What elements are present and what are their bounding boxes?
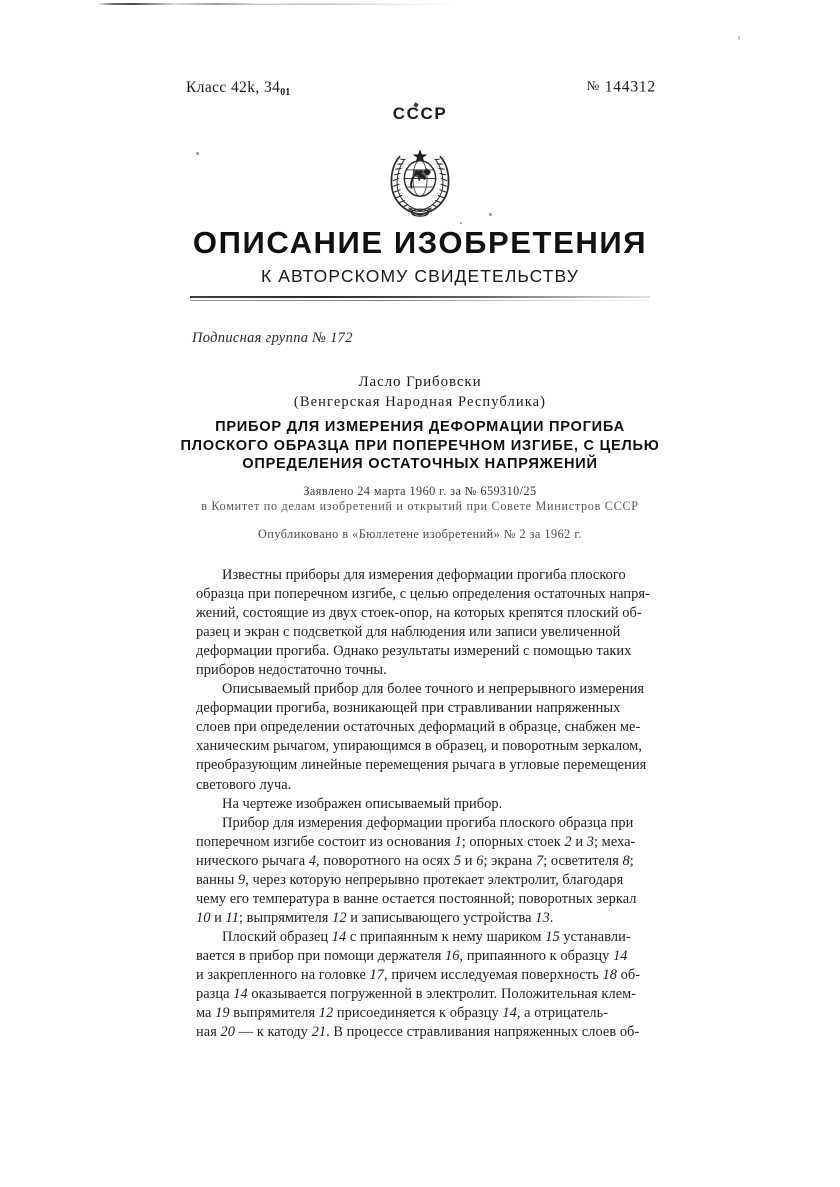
component-ref: 3	[586, 833, 594, 850]
page-title: ОПИСАНИЕ ИЗОБРЕТЕНИЯ	[192, 225, 648, 260]
patent-class-subscript: 01	[280, 86, 291, 98]
body-line: ванны 9, через которую непрерывно протекает электролит, благодаря	[196, 871, 624, 888]
body-line: ма 19 выпрямителя 12 присоединяется к образцу 14, а отрицатель-	[196, 1005, 609, 1022]
body-line: Прибор для измерения деформации прогиба плоского образца при	[222, 814, 634, 831]
component-ref: 14	[331, 928, 347, 945]
country-label: СССР	[392, 104, 448, 123]
body-line: преобразующим линейные перемещения рычага в угловые перемещения	[196, 757, 647, 774]
body-line: слоев при определении остаточных деформаций в образце, снабжен ме-	[196, 719, 641, 736]
component-ref: 18	[602, 966, 617, 983]
body-line: Известны приборы для измерения деформации прогиба плоского	[222, 567, 626, 583]
body-line: разца 14 оказывается погруженной в электролит. Положительная клем-	[196, 986, 637, 1003]
component-ref: 14	[502, 1005, 517, 1022]
component-ref: 1	[454, 833, 462, 850]
author-name: Ласло Грибовски	[358, 374, 482, 390]
body-line: поперечном изгибе состоит из основания 1; опорных стоек 2 и 3; меха-	[196, 833, 636, 850]
body-line: чему его температура в ванне остается постоянной; поворотных зеркал	[196, 890, 637, 907]
body-paragraph	[196, 814, 654, 928]
numero-sign-icon: №	[586, 78, 600, 93]
component-ref: 7	[535, 852, 544, 869]
component-ref: 13	[535, 909, 550, 926]
body-line: нического рычага 4, поворотного на осях 5 и 6; экрана 7; осветителя 8;	[196, 852, 634, 869]
body-paragraph	[196, 795, 654, 814]
scan-artifact-top-streak-secondary	[222, 4, 452, 5]
body-line: ханическим рычагом, упирающимся в образец, и поворотным зеркалом,	[196, 738, 642, 755]
body-line: жений, состоящие из двух стоек-опор, на которых крепятся плоский об-	[196, 605, 642, 622]
body-line: деформации прогиба. Однако результаты измерений с помощью таких	[196, 643, 632, 660]
body-paragraph	[196, 928, 654, 1042]
author-block	[0, 374, 840, 411]
body-line: приборов недостаточно точны.	[196, 662, 387, 679]
divider-rule-thin	[190, 300, 650, 301]
component-ref: 4	[308, 852, 317, 869]
component-ref: 16	[445, 947, 460, 964]
body-line: ная 20 — к катоду 21. В процессе стравливания напряженных слоев об-	[196, 1024, 640, 1041]
publication-line: Опубликовано в «Бюллетене изобретений» № 2 за 1962 г.	[258, 527, 582, 541]
body-line: Описываемый прибор для более точного и непрерывного измерения	[222, 681, 645, 698]
emblem-container	[0, 145, 840, 224]
component-ref: 9	[237, 871, 246, 888]
page-subtitle: К АВТОРСКОМУ СВИДЕТЕЛЬСТВУ	[261, 266, 579, 286]
body-text	[196, 566, 654, 1042]
header-row	[186, 78, 656, 98]
divider-rule-thick	[190, 296, 650, 298]
body-line: Плоский образец 14 с припаянным к нему шариком 15 устанавли-	[222, 928, 631, 945]
component-ref: 10	[196, 909, 211, 926]
scan-speck	[738, 36, 740, 40]
component-ref: 15	[545, 928, 560, 945]
invention-title-line: ОПРЕДЕЛЕНИЯ ОСТАТОЧНЫХ НАПРЯЖЕНИЙ	[242, 456, 598, 472]
patent-class-label: Класс 42k, 34	[186, 78, 281, 96]
component-ref: 21	[311, 1024, 327, 1041]
component-ref: 14	[613, 947, 628, 964]
body-line: деформации прогиба, возникающей при стравливании напряженных	[196, 700, 621, 717]
filing-block	[0, 484, 840, 514]
invention-title	[0, 418, 840, 474]
invention-title-line: ПЛОСКОГО ОБРАЗЦА ПРИ ПОПЕРЕЧНОМ ИЗГИБЕ, С ЦЕЛЬЮ	[180, 437, 660, 454]
component-ref: 5	[453, 852, 462, 869]
body-paragraph	[196, 566, 654, 680]
patent-number-value: 144312	[604, 78, 656, 96]
component-ref: 12	[332, 909, 347, 926]
component-ref: 12	[318, 1005, 334, 1022]
component-ref: 11	[225, 909, 239, 926]
soviet-coat-of-arms-icon	[384, 145, 456, 219]
component-ref: 8	[622, 852, 630, 869]
body-line: образца при поперечном изгибе, с целью определения остаточных напря-	[196, 586, 650, 603]
body-line: вается в прибор при помощи держателя 16, припаянного к образцу 14	[196, 947, 628, 964]
filing-committee-line: в Комитет по делам изобретений и открытий при Совете Министров СССР	[201, 499, 639, 513]
component-ref: 6	[476, 852, 484, 869]
component-ref: 20	[220, 1024, 236, 1041]
component-ref: 14	[233, 986, 248, 1003]
body-paragraph	[196, 680, 654, 794]
body-line: разец и экран с подсветкой для наблюдения или записи увеличенной	[196, 624, 621, 641]
component-ref: 19	[215, 1005, 230, 1022]
component-ref: 2	[564, 833, 572, 850]
component-ref: 17	[369, 966, 385, 983]
body-line: светового луча.	[196, 776, 292, 793]
patent-class	[186, 79, 290, 98]
body-line: и закрепленного на головке 17, причем исследуемая поверхность 18 об-	[196, 966, 641, 983]
subscription-group: Подписная группа № 172	[192, 330, 353, 346]
invention-title-line: ПРИБОР ДЛЯ ИЗМЕРЕНИЯ ДЕФОРМАЦИИ ПРОГИБА	[215, 419, 625, 435]
patent-number	[587, 78, 656, 97]
body-line: На чертеже изображен описываемый прибор.	[222, 795, 503, 812]
filing-date-line: Заявлено 24 марта 1960 г. за № 659310/25	[303, 484, 537, 498]
author-country: (Венгерская Народная Республика)	[293, 394, 547, 410]
body-line: 10 и 11; выпрямителя 12 и записывающего устройства 13.	[196, 909, 554, 926]
